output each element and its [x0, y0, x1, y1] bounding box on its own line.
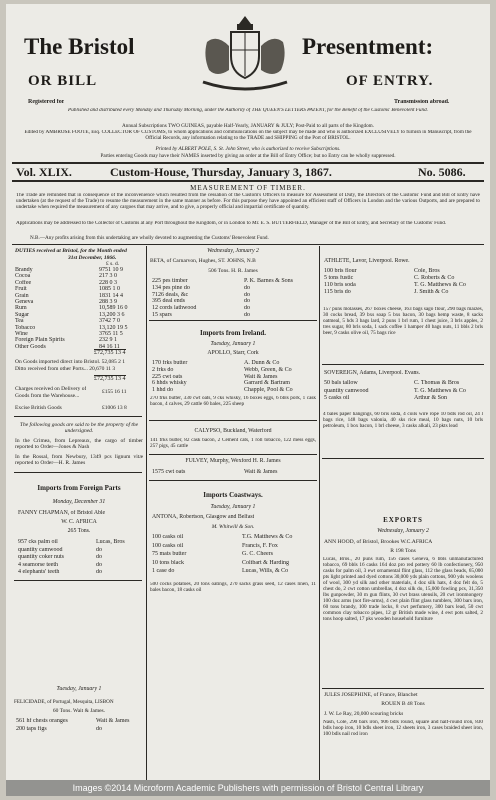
cargo-goods: 2 frks do: [152, 366, 174, 373]
duties-date: 31st December, 1866.: [68, 255, 117, 261]
cargo-consignee: Francis, F. Fox: [242, 542, 278, 549]
issue-number: No. 5086.: [418, 165, 466, 179]
rule-foreign: [14, 580, 142, 581]
cargo-goods: 1 hhd do: [152, 387, 173, 394]
sovereign-note: 4 bales paper hangings, 60 bris soda, 4 coils wire rope 10 bdls rod oil, 24 l bags rice, 148 bags valonia, 40 sks rice meal, 10 bags nuts, 10 brls petroleum, 1 box bacon, 1 brl cheese, 3 casks alkali, 23 pkts lead: [323, 412, 483, 429]
cargo-goods: Rum: [15, 305, 27, 312]
column-rule-2: [319, 246, 320, 780]
cargo-goods: quantity camwood: [18, 546, 63, 553]
cargo-consignee: Cole, Bros: [414, 268, 440, 274]
cargo-row: [18, 547, 142, 555]
transmission-label: Transmission abroad.: [394, 99, 450, 105]
cargo-row: [152, 380, 316, 387]
wednesday-mid-day: Wednesday, January 2: [207, 248, 259, 254]
cargo-consignee: 13,120 19 5: [99, 324, 128, 331]
cargo-row: [18, 539, 142, 547]
cargo-consignee: T. G. Matthews & Co: [414, 282, 466, 288]
fulvey-cargo-row: [152, 469, 318, 477]
cargo-row: [324, 282, 482, 289]
cargo-goods: Tea: [15, 318, 24, 325]
cargo-goods: 50 bals tallow: [324, 380, 358, 386]
cargo-goods: Cocoa: [15, 273, 31, 280]
cargo-goods: 100 bris flour: [324, 268, 357, 274]
dateline: Custom-House, Thursday, January 3, 1867.: [110, 165, 332, 179]
masthead-title-right: Presentment:: [302, 34, 434, 59]
cargo-consignee: do: [244, 298, 250, 305]
column-rule-1: [146, 246, 147, 780]
tuesday-left-tons: 60 Tons. Wait & James.: [52, 708, 106, 714]
exports-ship-2: JULES JOSEPHINE, of France, Blanchet: [324, 692, 418, 698]
cargo-row: [324, 395, 482, 403]
wednesday-mid-tons: 506 Tons. H. R. James: [208, 268, 258, 274]
cargo-goods: 5 casks oil: [324, 395, 350, 401]
cargo-consignee: do: [244, 291, 250, 298]
cargo-goods: 7126 deals, &c: [152, 291, 189, 298]
cargo-consignee: P. K. Barnes & Sons: [244, 278, 294, 284]
cargo-consignee: 3742 7 0: [99, 318, 120, 325]
cargo-consignee: Wait & James: [96, 718, 130, 724]
cargo-goods: 5 tons fustic: [324, 275, 354, 281]
intro-line-1: Published and distributed every Monday and Thursday Morning, under the Authority of THE QUEEN'S LETTERS PATENT, for the Benefit of the Customs' Benevolent Fund.: [68, 108, 428, 113]
cargo-goods: Foreign Plain Spirits: [15, 337, 65, 344]
cargo-row: [18, 554, 142, 562]
masthead-sub-right: OF ENTRY.: [346, 73, 434, 89]
cargo-consignee: Wait & James: [244, 373, 278, 380]
intro-line-3: Edited by AMBROSE FOOTE, Esq. COLLECTOR OF CUSTOMS, to whom applications and communications on the subject may be made and who is authorized EXCLUSIVELY to furnish in Manuscript, from the Official Records, any information relating to the TRADE and SHIPPING of the Port of BRISTOL.: [24, 130, 472, 141]
cargo-goods: Sugar: [15, 311, 29, 318]
notice-line-1: The following goods are said to be the property of the undersigned.: [19, 422, 139, 435]
cargo-goods: 6 hhds whisky: [152, 380, 187, 387]
registered-label: Registered for: [28, 99, 65, 105]
cargo-goods: Brandy: [15, 267, 33, 273]
masthead-sub-left: OR BILL: [28, 73, 98, 89]
exports-agent-2: J. W. Le Ray, 20,000 scouring bricks: [324, 711, 404, 717]
duties-charges-amount: £155 16 11: [102, 389, 127, 395]
cargo-consignee: 13,200 3 6: [99, 311, 125, 318]
athlete-ship: ATHLETE, Lavor, Liverpool. Rowe.: [324, 258, 410, 264]
rule-measurement: [12, 244, 484, 245]
newspaper-page: [6, 4, 490, 796]
cargo-goods: 10 tons black: [152, 559, 184, 566]
cargo-consignee: 84 16 11: [99, 343, 120, 350]
cargo-row: [152, 292, 316, 299]
cargo-consignee: do: [96, 546, 102, 553]
cargo-row: [18, 562, 142, 570]
foreign-tons: 265 Tons.: [67, 528, 91, 534]
rule-beta: [149, 320, 317, 321]
coastways-day: Tuesday, January 1: [210, 504, 256, 510]
cargo-goods: 561 hf chests oranges: [16, 718, 68, 724]
rule-notice: [14, 472, 142, 473]
cargo-goods: Grain: [15, 292, 29, 299]
cargo-row: [152, 534, 316, 543]
exports-heading: EXPORTS: [383, 516, 423, 524]
cargo-consignee: C. Thomas & Bros: [414, 380, 460, 386]
cargo-consignee: do: [244, 312, 250, 318]
cargo-consignee: Arthur & Son: [414, 395, 447, 401]
calypso-note: 141 frks butter, 82 cask bacon, 2 Cement cats, 1 roll tobacco, 122 mess eggs, 257 pigs, 45 cattle: [150, 438, 316, 449]
cargo-consignee: do: [244, 284, 250, 291]
cargo-consignee: G. C. Cheers: [242, 551, 273, 557]
cargo-row: [324, 275, 482, 282]
cargo-consignee: T.G. Matthews & Co: [242, 534, 293, 540]
cargo-consignee: do: [96, 569, 102, 575]
cargo-goods: 395 deal ends: [152, 298, 185, 305]
cargo-consignee: Lucas, Wills, & Co: [242, 568, 289, 574]
duties-total-2: £72,735 13 4: [94, 376, 126, 382]
sovereign-ship: SOVEREIGN, Adams, Liverpool. Evans.: [324, 370, 421, 376]
cargo-row: [324, 268, 482, 275]
exports-port-2: ROUEN B 48 Tons: [381, 701, 425, 707]
cargo-goods: Fruit: [15, 286, 27, 293]
fulvey-ship: FULVEY, Murphy, Wexford H. R. James: [185, 458, 281, 464]
foreign-heading: Imports from Foreign Parts: [37, 484, 121, 492]
cargo-consignee: 217 3 0: [99, 273, 117, 280]
cargo-consignee: 9751 10 9: [99, 267, 123, 273]
notice-line-3: In the Rossal, from Newbury, 1349 pcs lignum vitæ reported to Order—H. R. James: [15, 454, 143, 467]
exports-day: Wednesday, January 2: [377, 528, 429, 534]
rule-duties: [14, 416, 142, 417]
coastways-agent: M. Whitwill & Son.: [211, 524, 255, 530]
ireland-ship: APOLLO, Starr, Cork: [207, 350, 259, 356]
cargo-goods: 200 taps figs: [16, 725, 47, 732]
cargo-consignee: Chapple, Pool & Co: [244, 387, 293, 394]
cargo-consignee: 232 9 1: [99, 337, 117, 344]
rule-athlete: [322, 364, 484, 365]
cargo-consignee: do: [244, 305, 250, 312]
rule-top: [12, 162, 484, 164]
cargo-consignee: 1831 14 4: [99, 292, 123, 299]
duties-columns: £ s. d.: [106, 261, 120, 267]
cargo-consignee: 10,589 16 0: [99, 305, 128, 312]
cargo-row: [18, 569, 142, 577]
duties-excise: Excise British Goods: [15, 405, 62, 411]
foreign-day: Monday, December 31: [52, 499, 106, 505]
cargo-goods: 1575 cwt oats: [152, 469, 186, 475]
cargo-goods: 225 pes timber: [152, 278, 188, 284]
ireland-day: Tuesday, January 1: [210, 341, 256, 347]
tuesday-left-ship: FELICIDADE, of Portugal, Mesquita, LISBON: [14, 699, 114, 705]
duties-import-1: On Goods imported direct into Bristol. 52,085 2 1: [15, 359, 125, 365]
cargo-row: [152, 305, 316, 312]
cargo-goods: Coffee: [15, 279, 32, 286]
cargo-consignee: C. Roberts & Co: [414, 275, 455, 281]
copyright-footer: Images ©2014 Microform Academic Publishers with permission of Bristol Central Library: [6, 780, 490, 796]
cargo-row: [152, 312, 316, 319]
rule-calypso: [149, 454, 317, 455]
masthead-title-left: The Bristol: [24, 34, 135, 59]
cargo-goods: 110 bris soda: [324, 282, 356, 288]
duties-charges-2: Goods from the Warehouse...: [15, 393, 80, 399]
ireland-note: 270 frks butter, 330 cwt oats, 9 cks whisky, 16 boxes eggs, 6 bbls pork, 1 cask bacon, 4 calves, 29 cattle 60 bales, 225 sheep: [150, 396, 316, 407]
cargo-goods: 134 pes pine do: [152, 284, 190, 291]
cargo-consignee: 228 0 3: [99, 279, 117, 286]
exports-note-2: Nash, Cole, 290 bars iron, 906 bdls round, square and half-round iron, 830 bdls hoop iron, 10 bdls sheet iron, 12 sheets iron, 3 cases braided sheet iron, 100 bdls nail rod iron: [323, 720, 483, 737]
cargo-consignee: 288 3 9: [99, 299, 117, 305]
measurement-note: N.B.—Any profits arising from this undertaking are wholly devoted to augmenting the Customs' Benevolent Fund.: [30, 235, 269, 241]
rule-dateline: [12, 180, 484, 182]
rule-apollo: [149, 420, 317, 421]
cargo-consignee: do: [96, 554, 102, 560]
exports-tons: R 198 Tons: [390, 548, 416, 554]
measurement-heading: MEASUREMENT OF TIMBER.: [190, 184, 306, 192]
wednesday-mid-ship: BETA, of Carnarvon, Hughes, ST. JOHNS, N.B: [150, 258, 256, 264]
cargo-goods: 225 cwt oats: [152, 373, 183, 380]
athlete-note: 157 puns molasses, 267 boxes cheese, 163 bags sago flour, 290 bags maizes, 30 cocks bread, 39 bxs soap 5 bxs bacon, 30 bags hemp waste, 8 sacks oatmeal, 5 hds 3 bags lard, 2 puns 1 brl rum, 1 chest juice, 3 brls apples, 2 tres sugar, 80 brls soda, 1 sack coffee 1 hamper 40 bags nuts, 11 bbls 2 brls beer, 9 casks olive oil, 75 bags rice: [323, 307, 483, 336]
cargo-goods: quantity camwood: [324, 387, 369, 394]
cargo-row: [152, 374, 316, 381]
tuesday-left-day: Tuesday, January 1: [56, 686, 102, 692]
cargo-row: [152, 387, 316, 394]
exports-ship: ANN HOOD, of Bristol, Brookes W.C.AFRICA: [324, 539, 433, 545]
cargo-row: [152, 543, 316, 552]
cargo-row: [324, 388, 482, 396]
notice-line-2: In the Crimea, from Lepreaux, the cargo of timber reported to Order—Jones & Nash: [15, 438, 143, 451]
cargo-goods: 170 frks butter: [152, 360, 188, 366]
cargo-consignee: Lucas, Bros: [96, 539, 125, 545]
measurement-paragraph: The Trade are reminded that in consequence of the inconvenience which resulted from the cessation of the Custom's Officers to measure for Assessment of Duty, the Directors of the Customs' Fund and Bill of Entry have undertaken (at the request of the Trade) to resume the measurement in the same manner as before. For this purpose they have appointed an efficient staff of Officers in London and the various Outports, and are prepared to undertake when required the measurement of any cargoes that may arrive, and to give, a properly official and impartial certificate of quantity.: [16, 193, 480, 210]
cargo-row: [152, 298, 316, 305]
cargo-consignee: do: [96, 725, 102, 732]
cargo-consignee: Wait & James: [244, 469, 278, 475]
intro-line-5: Parties entering Goods may have their NAMES inserted by giving an order at the Bill of Entry Office; but no Entry can be wholly suppressed.: [100, 153, 396, 159]
rule-exports: [322, 688, 484, 689]
duties-excise-amount: £1006 13 8: [102, 405, 127, 411]
cargo-row: [152, 278, 316, 285]
cargo-goods: 100 casks oil: [152, 542, 184, 549]
cargo-consignee: do: [96, 561, 102, 568]
cargo-consignee: Webb, Green, & Co: [244, 366, 292, 373]
intro-line-2: Annual Subscriptions TWO GUINEAS, payable Half-Yearly, JANUARY & JULY; Post-Paid to all parts of the Kingdom.: [121, 123, 374, 129]
duties-heading: DUTIES received at Bristol, for the Month ended: [15, 248, 127, 254]
cargo-goods: 15 spars: [152, 312, 172, 318]
coastways-ship: ANTONA, Robertson, Glasgow and Belfast: [152, 514, 255, 520]
cargo-row: [16, 726, 142, 734]
foreign-port: W. C. AFRICA: [61, 519, 97, 525]
cargo-goods: 957 cks palm oil: [18, 539, 58, 545]
cargo-goods: 75 mats butter: [152, 551, 187, 557]
cargo-row: [324, 289, 482, 296]
cargo-goods: 115 bris do: [324, 289, 351, 295]
cargo-consignee: Coltbart & Harding: [242, 559, 289, 566]
coastways-note: 500 cocks potatoes, 20 tons oatings, 270 sacks grass seed, 12 cases linen, 11 bales bacon, 18 casks oil: [150, 582, 316, 593]
duties-total-1: £72,735 13 4: [94, 350, 126, 356]
cargo-consignee: T. G. Matthews & Co: [414, 387, 466, 394]
foreign-ship: FANNY CHAPMAN, of Bristol Able: [18, 510, 106, 516]
intro-line-4: Printed by ALBERT POLE, S. St. John Street, who is authorized to receive Subscriptions.: [155, 146, 341, 152]
cargo-goods: 12 cords lathwood: [152, 305, 197, 312]
cargo-row: [152, 560, 316, 569]
cargo-goods: Wine: [15, 331, 28, 337]
calypso-ship: CALYPSO, Buckland, Waterford: [194, 428, 272, 434]
cargo-row: [152, 360, 316, 367]
cargo-row: [152, 568, 316, 577]
measurement-paragraph-2: Applications may be addressed to the Collector of Customs at any Port throughout the Kingdom, or in London to Mr. E. S. BUTTERFIELD, Manager of the Bill of Entry, and Secretary of the Customs' Fund.: [16, 221, 447, 226]
cargo-consignee: Garrard & Bartram: [244, 380, 290, 387]
cargo-goods: 100 casks oil: [152, 534, 184, 540]
rule-sovereign: [322, 458, 484, 459]
cargo-goods: Geneva: [15, 299, 34, 305]
cargo-row: [16, 718, 142, 726]
rule-fulvey: [149, 480, 317, 481]
duties-charges-1: Charges received on Delivery of: [15, 386, 87, 392]
cargo-goods: 1 case do: [152, 568, 175, 574]
cargo-goods: Other Goods: [15, 343, 46, 350]
cargo-row: [152, 551, 316, 560]
cargo-goods: Tobacco: [15, 324, 36, 331]
volume-number: Vol. XLIX.: [16, 165, 72, 179]
cargo-goods: 4 elephants' teeth: [18, 569, 60, 575]
cargo-row: [324, 380, 482, 388]
coastways-heading: Imports Coastways.: [203, 491, 263, 499]
cargo-goods: quantity coker nuts: [18, 554, 64, 560]
cargo-consignee: 3765 11 5: [99, 331, 123, 337]
duties-import-2: Ditto received from other Ports... 20,670 11 3: [15, 366, 116, 372]
cargo-goods: 4 seamorse teeth: [18, 561, 58, 568]
royal-coat-of-arms-icon: [193, 12, 297, 98]
cargo-consignee: 1085 1 0: [99, 286, 120, 293]
cargo-consignee: J. Smith & Co: [414, 289, 449, 295]
ireland-heading: Imports from Ireland.: [199, 329, 267, 337]
cargo-consignee: A. Dunn & Co: [244, 360, 280, 366]
cargo-row: [152, 367, 316, 374]
cargo-row: [152, 285, 316, 292]
exports-note: Lucas, Bros., 20 puns rum, 156 cases Geneva, 6 bbls unmanufactured tobacco, 69 bbls 16 casks 164 doz pro red pottery 60 lb confectionery, 950 casks for palm oil, 3 ewt ornamental flint glass, 112 the glass beads, 65,000 pts light printed and dyed cottons 30,000 yds plain cottons, 900 yds woolens of wool, 300 yd silk and other materials, 4 doz silk hats, 4 doz felt do, 5 chest do, 2 cwt cotton umbrellas, 4 doz silk do, 15,000 fowling pcs, 31,350 lbs gunpowder, 30 m gun flints, 30 cwt brass utensils, 20 cwt ironmongery 100 doz arms (not fire-arms), 4 cwt plain flint glass tumblers, 300 bars iron, 60 tons brandy, 100 trade locks, 8 cwt perfumery, 300 bars lead, 50 cwt common clay tobacco pipes, 12 gr British made wine, 4 ewt pots salted, 2 tons hoop salted, 17 pks wooden household furniture: [323, 557, 483, 622]
